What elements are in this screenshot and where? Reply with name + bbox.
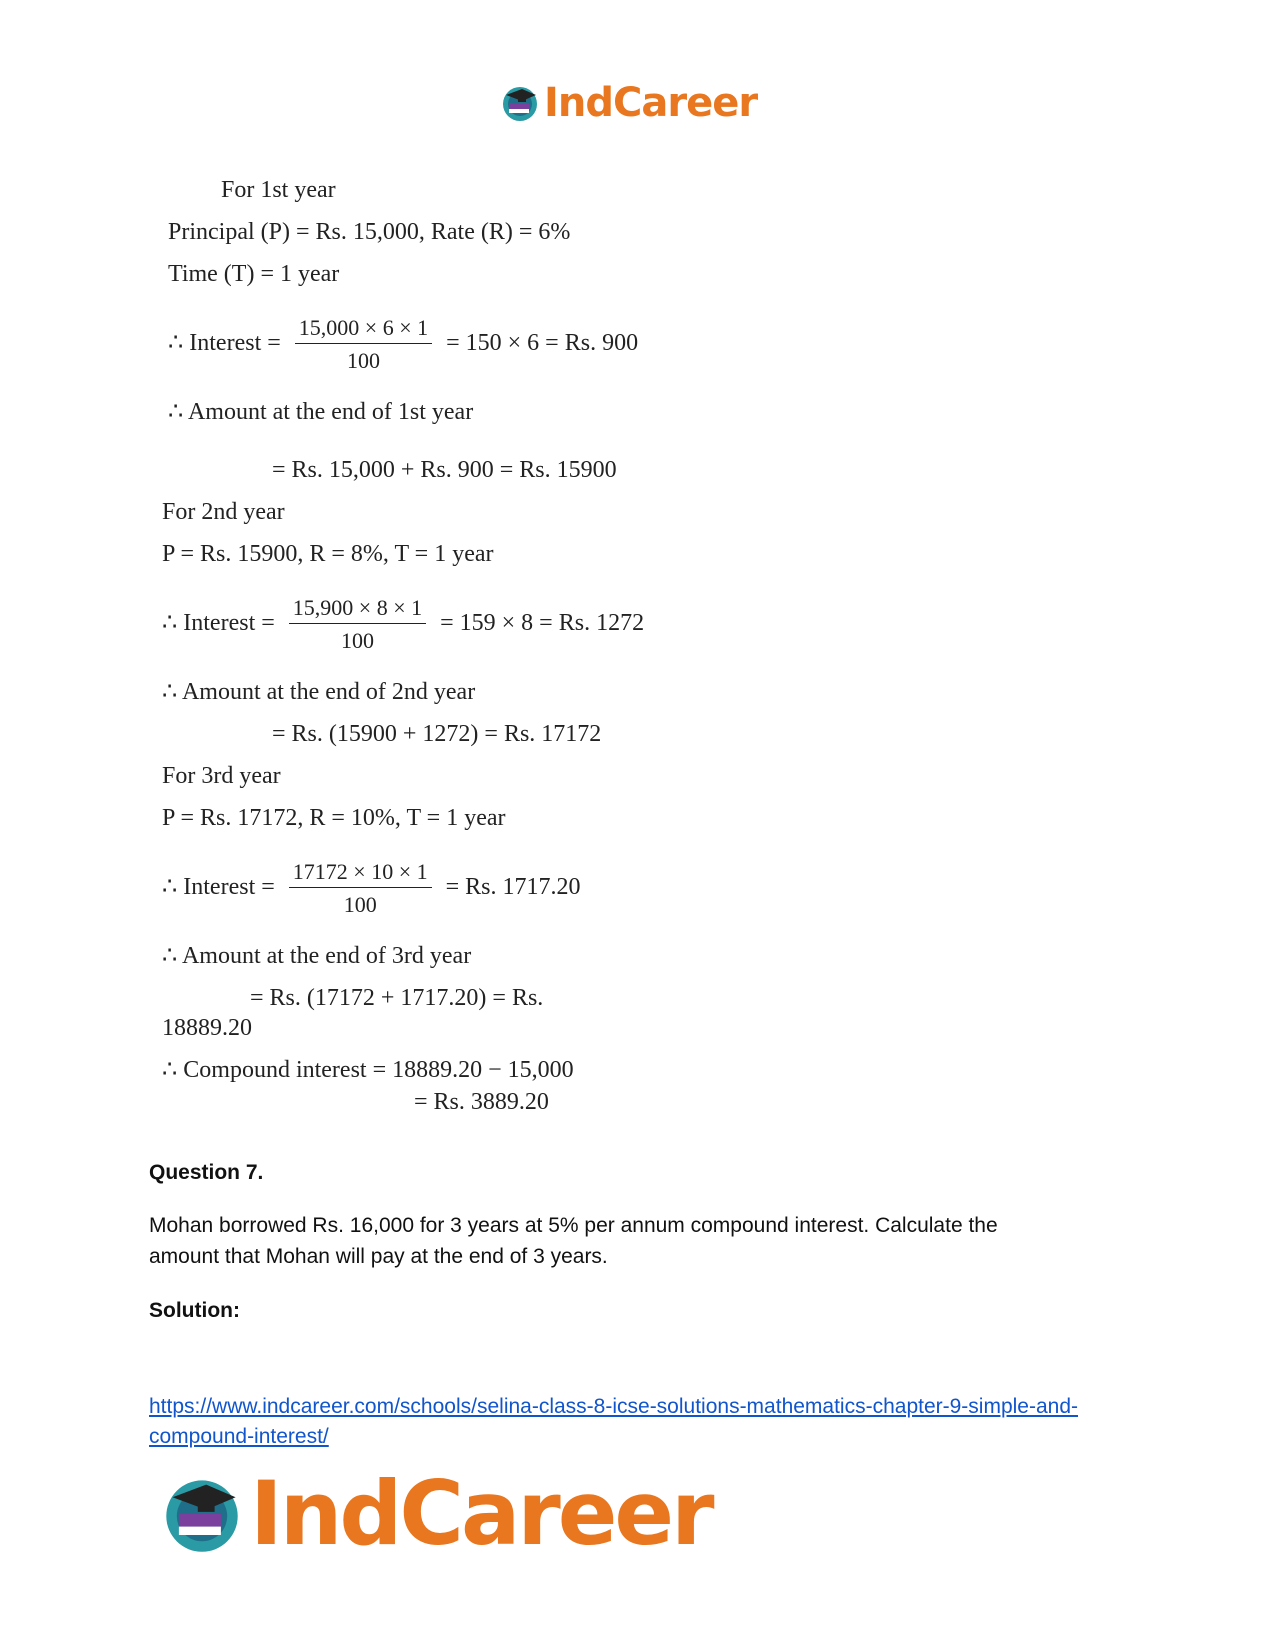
year3-given: P = Rs. 17172, R = 10%, T = 1 year — [162, 805, 506, 831]
year1-interest-label: ∴ Interest = — [168, 330, 281, 357]
header-logo — [500, 80, 757, 126]
year1-interest-fraction — [295, 317, 432, 372]
year3-interest-result: = Rs. 1717.20 — [445, 874, 581, 901]
year2-interest-row — [162, 597, 644, 652]
year1-interest-row — [168, 317, 638, 372]
fraction-numerator: 17172 × 10 × 1 — [289, 861, 432, 888]
year3-interest-row — [162, 861, 581, 916]
year2-amount-label: ∴ Amount at the end of 2nd year — [162, 679, 476, 705]
solution-label: Solution: — [149, 1299, 240, 1322]
year2-heading: For 2nd year — [162, 499, 285, 525]
fraction-denominator: 100 — [343, 892, 377, 917]
compound-interest-line: ∴ Compound interest = 18889.20 − 15,000 — [162, 1057, 574, 1083]
year1-amount-label: ∴ Amount at the end of 1st year — [168, 399, 474, 425]
source-link[interactable]: https://www.indcareer.com/schools/selina-class-8-icse-solutions-mathematics-chapter-9-simple-and-compound-interest/ — [149, 1395, 1079, 1448]
question-text-line2: amount that Mohan will pay at the end of 3 years. — [149, 1245, 608, 1268]
year3-interest-label: ∴ Interest = — [162, 874, 275, 901]
year3-amount-value: = Rs. (17172 + 1717.20) = Rs. — [250, 985, 544, 1011]
fraction-numerator: 15,000 × 6 × 1 — [295, 317, 432, 344]
fraction-denominator: 100 — [340, 628, 374, 653]
year1-time: Time (T) = 1 year — [168, 261, 340, 287]
year2-given: P = Rs. 15900, R = 8%, T = 1 year — [162, 541, 494, 567]
year1-amount-value: = Rs. 15,000 + Rs. 900 = Rs. 15900 — [272, 457, 617, 483]
year2-interest-label: ∴ Interest = — [162, 610, 275, 637]
footer-logo — [160, 1462, 712, 1565]
logo-wordmark: IndCareer — [250, 1462, 712, 1565]
fraction-denominator: 100 — [346, 348, 380, 373]
year3-amount-value-cont: 18889.20 — [162, 1015, 252, 1041]
fraction-numerator: 15,900 × 8 × 1 — [289, 597, 426, 624]
year1-given: Principal (P) = Rs. 15,000, Rate (R) = 6% — [168, 219, 571, 245]
year2-interest-result: = 159 × 8 = Rs. 1272 — [440, 610, 645, 637]
graduation-cap-globe-icon — [500, 83, 540, 123]
year2-amount-value: = Rs. (15900 + 1272) = Rs. 17172 — [272, 721, 602, 747]
question-text-line1: Mohan borrowed Rs. 16,000 for 3 years at 5% per annum compound interest. Calculate the — [149, 1214, 998, 1237]
year3-heading: For 3rd year — [162, 763, 281, 789]
year2-interest-fraction — [289, 597, 426, 652]
graduation-cap-globe-icon — [160, 1472, 244, 1556]
year1-heading: For 1st year — [221, 177, 336, 203]
year3-interest-fraction — [289, 861, 432, 916]
year3-amount-label: ∴ Amount at the end of 3rd year — [162, 943, 472, 969]
compound-interest-result: = Rs. 3889.20 — [414, 1089, 549, 1115]
question-title: Question 7. — [149, 1161, 264, 1184]
logo-wordmark: IndCareer — [544, 80, 758, 126]
year1-interest-result: = 150 × 6 = Rs. 900 — [446, 330, 639, 357]
